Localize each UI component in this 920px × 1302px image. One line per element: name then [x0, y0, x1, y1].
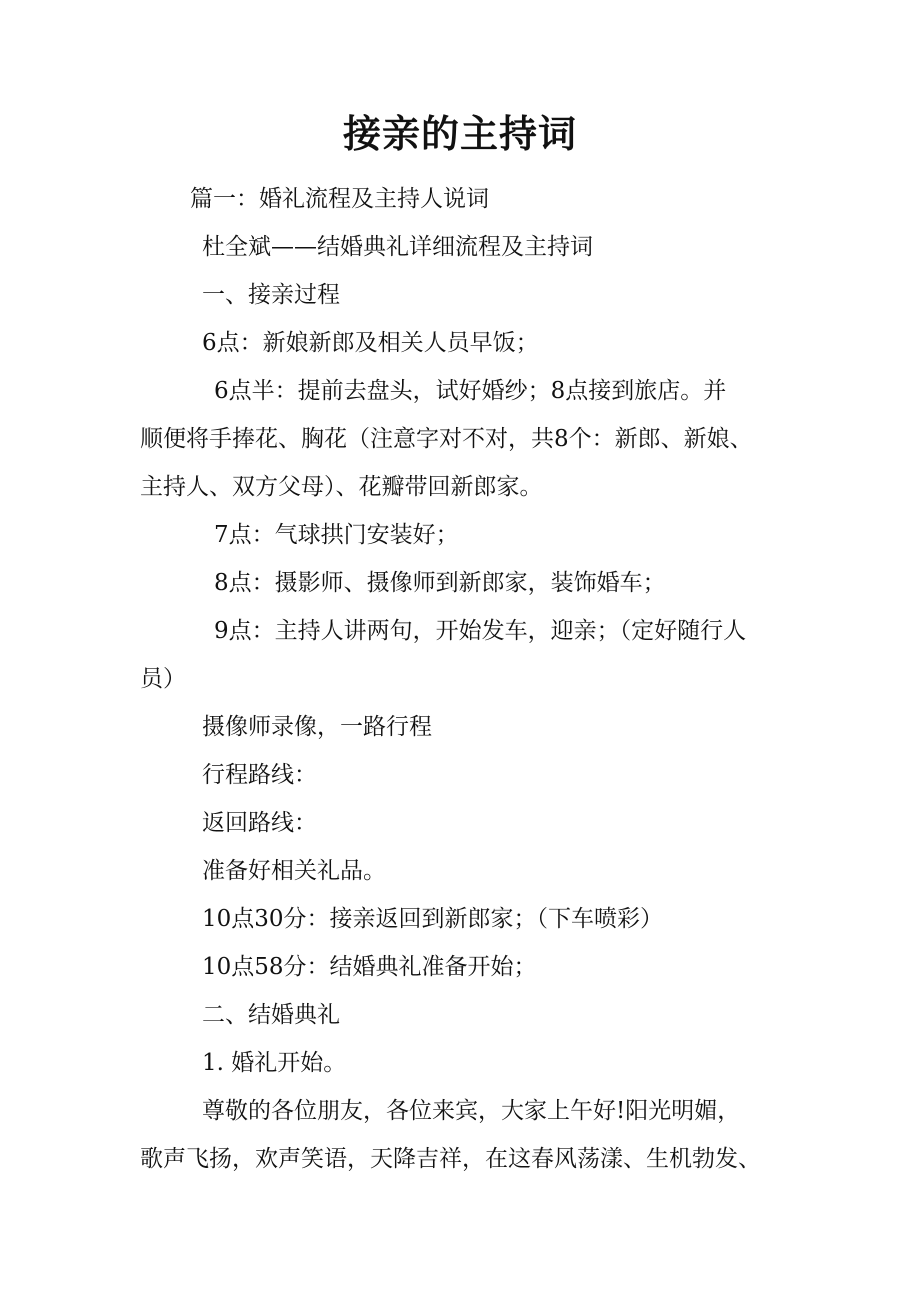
body-line: 摄像师录像，一路行程: [202, 714, 432, 740]
schedule-line: 员）: [140, 666, 186, 692]
schedule-line: 10点30分：接亲返回到新郎家；（下车喷彩）: [202, 906, 664, 932]
body-line: 返回路线：: [202, 810, 317, 836]
schedule-line: 顺便将手捧花、胸花（注意字对不对，共8个：新郎、新娘、: [140, 426, 753, 452]
section-heading: 篇一：婚礼流程及主持人说词: [190, 186, 489, 212]
section-heading: 二、结婚典礼: [202, 1002, 340, 1028]
schedule-line: 9点：主持人讲两句，开始发车，迎亲；（定好随行人: [214, 618, 747, 644]
schedule-line: 7点：气球拱门安装好；: [214, 522, 459, 548]
schedule-line: 8点：摄影师、摄像师到新郎家，装饰婚车；: [214, 570, 666, 596]
schedule-line: 主持人、双方父母）、花瓣带回新郎家。: [140, 474, 543, 500]
schedule-line: 6点半：提前去盘头，试好婚纱；8点接到旅店。并: [214, 378, 727, 404]
schedule-line: 10点58分：结婚典礼准备开始；: [202, 954, 537, 980]
body-line: 行程路线：: [202, 762, 317, 788]
body-line: 准备好相关礼品。: [202, 858, 386, 884]
body-line: 尊敬的各位朋友，各位来宾，大家上午好!阳光明媚，: [202, 1098, 741, 1124]
subtitle-line: 杜全斌——结婚典礼详细流程及主持词: [202, 234, 593, 260]
document-title: 接亲的主持词: [342, 112, 577, 156]
body-line: 歌声飞扬，欢声笑语，天降吉祥，在这春风荡漾、生机勃发、: [140, 1146, 761, 1172]
schedule-line: 6点：新娘新郎及相关人员早饭；: [202, 330, 539, 356]
section-heading: 一、接亲过程: [202, 282, 340, 308]
numbered-item: 1. 婚礼开始。: [202, 1050, 347, 1076]
